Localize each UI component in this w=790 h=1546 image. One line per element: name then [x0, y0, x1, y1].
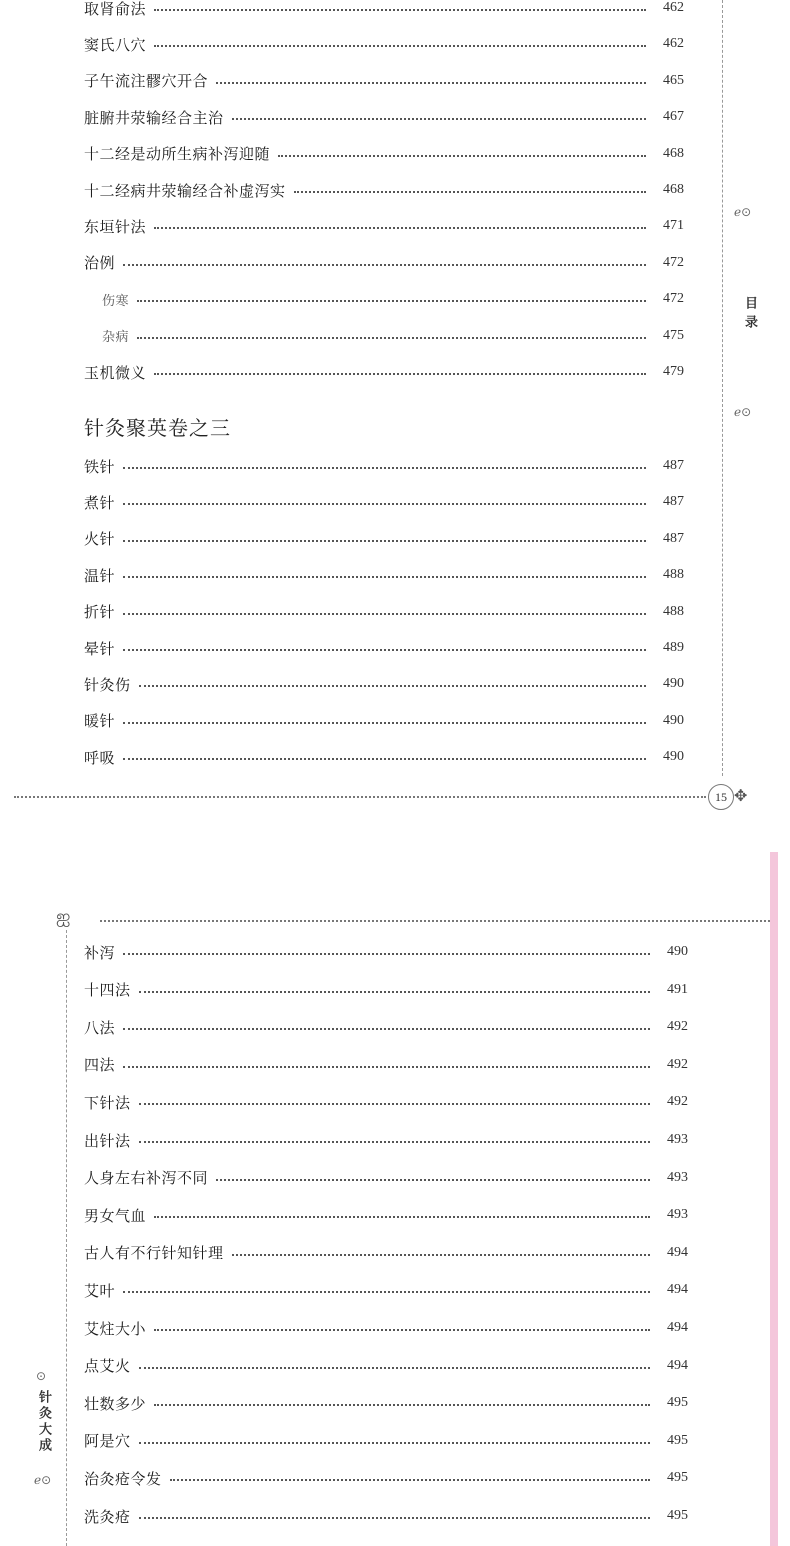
toc-entry-page: 472: [663, 254, 684, 270]
toc-entry: [84, 69, 684, 93]
toc-entry-title: 杂病: [102, 330, 130, 346]
dot-leader: [154, 373, 646, 375]
toc-entry-title: 治例: [84, 254, 116, 273]
dot-leader: [154, 9, 646, 11]
toc-entry: [84, 940, 688, 964]
dot-leader: [216, 1179, 650, 1181]
dot-leader: [123, 576, 646, 578]
toc-entry-page: 494: [667, 1357, 688, 1373]
toc-entry: [84, 1241, 688, 1265]
dot-leader: [154, 1329, 650, 1331]
toc-entry: [84, 1504, 688, 1528]
toc-page-bottom: [0, 830, 790, 1546]
toc-entry-title: 煮针: [84, 493, 116, 512]
toc-entry-page: 495: [667, 1508, 688, 1523]
toc-entry-page: 491: [667, 981, 688, 997]
dot-leader: [123, 540, 646, 542]
dot-leader: [154, 1216, 650, 1218]
toc-entry: [102, 287, 684, 311]
toc-entry: [84, 1203, 688, 1227]
dot-leader: [139, 1517, 650, 1519]
dot-leader: [137, 337, 646, 339]
dot-leader: [139, 1442, 650, 1444]
toc-entry: [84, 1166, 688, 1190]
toc-entry-page: 472: [663, 291, 684, 307]
toc-entry-title: 补泻: [84, 943, 116, 962]
toc-entry-page: 493: [667, 1169, 688, 1185]
toc-entry: [84, 360, 684, 384]
toc-entry-title: 男女气血: [84, 1206, 147, 1225]
toc-entry-title: 治灸疮令发: [84, 1469, 162, 1488]
dot-leader: [123, 758, 646, 760]
toc-entry: [84, 214, 684, 238]
toc-entry-title: 火针: [84, 530, 116, 549]
footer-dotted-rule: [14, 796, 706, 798]
dot-leader: [154, 227, 646, 229]
toc-entry-title: 铁针: [84, 457, 116, 476]
toc-entry: [84, 745, 684, 769]
toc-entry-page: 493: [667, 1132, 688, 1147]
toc-entry: [84, 672, 684, 696]
book-title-side-label: 针灸大成: [36, 1390, 51, 1454]
swirl-ornament-icon: ℯ⊙: [34, 1473, 52, 1487]
toc-entry-title: 十二经是动所生病补泻迎随: [84, 145, 271, 164]
section-side-label: 目录: [742, 296, 757, 334]
dot-leader: [216, 82, 646, 84]
toc-entry-page: 494: [667, 1244, 688, 1260]
dot-leader: [123, 1066, 650, 1068]
toc-entry: [84, 1316, 688, 1340]
toc-entry: [84, 1053, 688, 1077]
toc-entry-title: 十二经病井荥输经合补虚泻实: [84, 181, 286, 200]
toc-entry: [84, 105, 684, 129]
toc-entry-title: 伤寒: [102, 293, 130, 309]
toc-entry-title: 古人有不行针知针理: [84, 1244, 224, 1263]
toc-entry-title: 壮数多少: [84, 1394, 147, 1413]
toc-entry-page: 487: [663, 458, 684, 473]
toc-entry-page: 490: [663, 676, 684, 692]
toc-entry-page: 467: [663, 109, 684, 125]
section-heading: 针灸聚英卷之三: [84, 416, 231, 440]
dot-leader: [123, 722, 646, 724]
toc-entry: [84, 636, 684, 660]
toc-entry-page: 490: [663, 749, 684, 765]
toc-entry: [84, 1090, 688, 1114]
toc-entry-title: 子午流注髎穴开合: [84, 72, 209, 91]
toc-entry-page: 471: [663, 218, 684, 234]
toc-entry-page: 468: [663, 145, 684, 161]
header-dotted-rule: [100, 920, 770, 922]
dot-leader: [278, 155, 646, 157]
toc-entry-title: 窦氏八穴: [84, 35, 147, 54]
toc-entry: [84, 490, 684, 514]
toc-entry-page: 488: [663, 603, 684, 619]
toc-entry-page: 492: [667, 1056, 688, 1072]
toc-entry-page: 495: [667, 1470, 688, 1486]
toc-entry: [84, 1354, 688, 1378]
dot-leader: [170, 1479, 650, 1481]
toc-entry-title: 艾炷大小: [84, 1319, 147, 1338]
toc-entry: [84, 978, 688, 1002]
dot-leader: [139, 1367, 650, 1369]
toc-entry-page: 488: [663, 567, 684, 583]
dot-leader: [123, 1028, 650, 1030]
toc-entry-title: 玉机微义: [84, 363, 147, 382]
dot-leader: [123, 953, 650, 955]
toc-entry-page: 494: [667, 1320, 688, 1335]
toc-entry-title: 十四法: [84, 981, 131, 1000]
page-number: 15: [708, 784, 734, 810]
toc-entry-title: 八法: [84, 1018, 116, 1037]
left-margin-rule: [66, 930, 67, 1546]
toc-entry-page: 490: [667, 944, 688, 959]
dot-leader: [137, 300, 646, 302]
dot-leader: [154, 1404, 650, 1406]
toc-entry-title: 阿是穴: [84, 1432, 131, 1451]
toc-entry: [84, 142, 684, 166]
toc-entry: [84, 32, 684, 56]
toc-entry-title: 洗灸疮: [84, 1507, 131, 1526]
toc-entry-title: 人身左右补泻不同: [84, 1169, 209, 1188]
toc-entry-title: 暖针: [84, 712, 116, 731]
dot-leader: [123, 264, 646, 266]
toc-entry-title: 折针: [84, 603, 116, 622]
toc-entry: [84, 527, 684, 551]
swirl-ornament-icon: ⊙: [36, 1369, 47, 1383]
toc-entry-title: 四法: [84, 1056, 116, 1075]
dot-leader: [139, 685, 646, 687]
toc-entry: [84, 1429, 688, 1453]
toc-entry-page: 475: [663, 327, 684, 343]
toc-entry-page: 492: [667, 1094, 688, 1110]
toc-entry: [102, 324, 684, 348]
dot-leader: [123, 613, 646, 615]
dot-leader: [139, 1103, 650, 1105]
dot-leader: [123, 503, 646, 505]
toc-entry-title: 呼吸: [84, 748, 116, 767]
toc-entry-title: 点艾火: [84, 1357, 131, 1376]
toc-entry-page: 462: [663, 36, 684, 52]
toc-entry: [84, 1466, 688, 1490]
toc-entry-title: 出针法: [84, 1131, 131, 1150]
page-edge-strip: [770, 852, 778, 1546]
toc-entry-page: 495: [667, 1432, 688, 1448]
toc-entry-title: 针灸伤: [84, 675, 131, 694]
cloud-ornament-icon: ஐ: [56, 906, 71, 927]
right-margin-rule: [722, 0, 723, 776]
toc-entry: [84, 1391, 688, 1415]
dot-leader: [123, 1291, 650, 1293]
toc-entry-title: 下针法: [84, 1093, 131, 1112]
dot-leader: [232, 118, 646, 120]
toc-entry: [84, 178, 684, 202]
swirl-ornament-icon: ℯ⊙: [734, 205, 752, 219]
dot-leader: [123, 467, 646, 469]
dot-leader: [123, 649, 646, 651]
toc-entry-page: 493: [667, 1207, 688, 1223]
dot-leader: [154, 45, 646, 47]
toc-entry: [84, 251, 684, 275]
toc-entry-title: 晕针: [84, 639, 116, 658]
toc-entry-title: 东垣针法: [84, 217, 147, 236]
toc-entry: [84, 1278, 688, 1302]
toc-entry-page: 468: [663, 182, 684, 197]
dot-leader: [139, 991, 650, 993]
toc-entry: [84, 600, 684, 624]
dot-leader: [139, 1141, 650, 1143]
toc-entry-title: 温针: [84, 566, 116, 585]
toc-entry-page: 495: [667, 1395, 688, 1411]
toc-entry: [84, 0, 684, 20]
toc-entry-title: 艾叶: [84, 1281, 116, 1300]
dot-leader: [294, 191, 646, 193]
toc-entry: [84, 1128, 688, 1152]
toc-entry: [84, 709, 684, 733]
toc-entry: [84, 454, 684, 478]
swirl-ornament-icon: ℯ⊙: [734, 405, 752, 419]
toc-entry-page: 490: [663, 712, 684, 728]
toc-entry-title: 取肾俞法: [84, 0, 147, 18]
toc-entry-page: 479: [663, 364, 684, 379]
toc-entry-page: 489: [663, 640, 684, 655]
dot-leader: [232, 1254, 650, 1256]
toc-entry-page: 487: [663, 494, 684, 510]
toc-entry-page: 494: [667, 1282, 688, 1298]
toc-entry-page: 462: [663, 0, 684, 15]
cloud-ornament-icon: ✥: [734, 786, 748, 805]
toc-entry-page: 465: [663, 72, 684, 88]
toc-entry-page: 487: [663, 530, 684, 546]
toc-entry: [84, 1015, 688, 1039]
toc-entry-title: 脏腑井荥输经合主治: [84, 108, 224, 127]
toc-entry: [84, 563, 684, 587]
toc-entry-page: 492: [667, 1019, 688, 1035]
